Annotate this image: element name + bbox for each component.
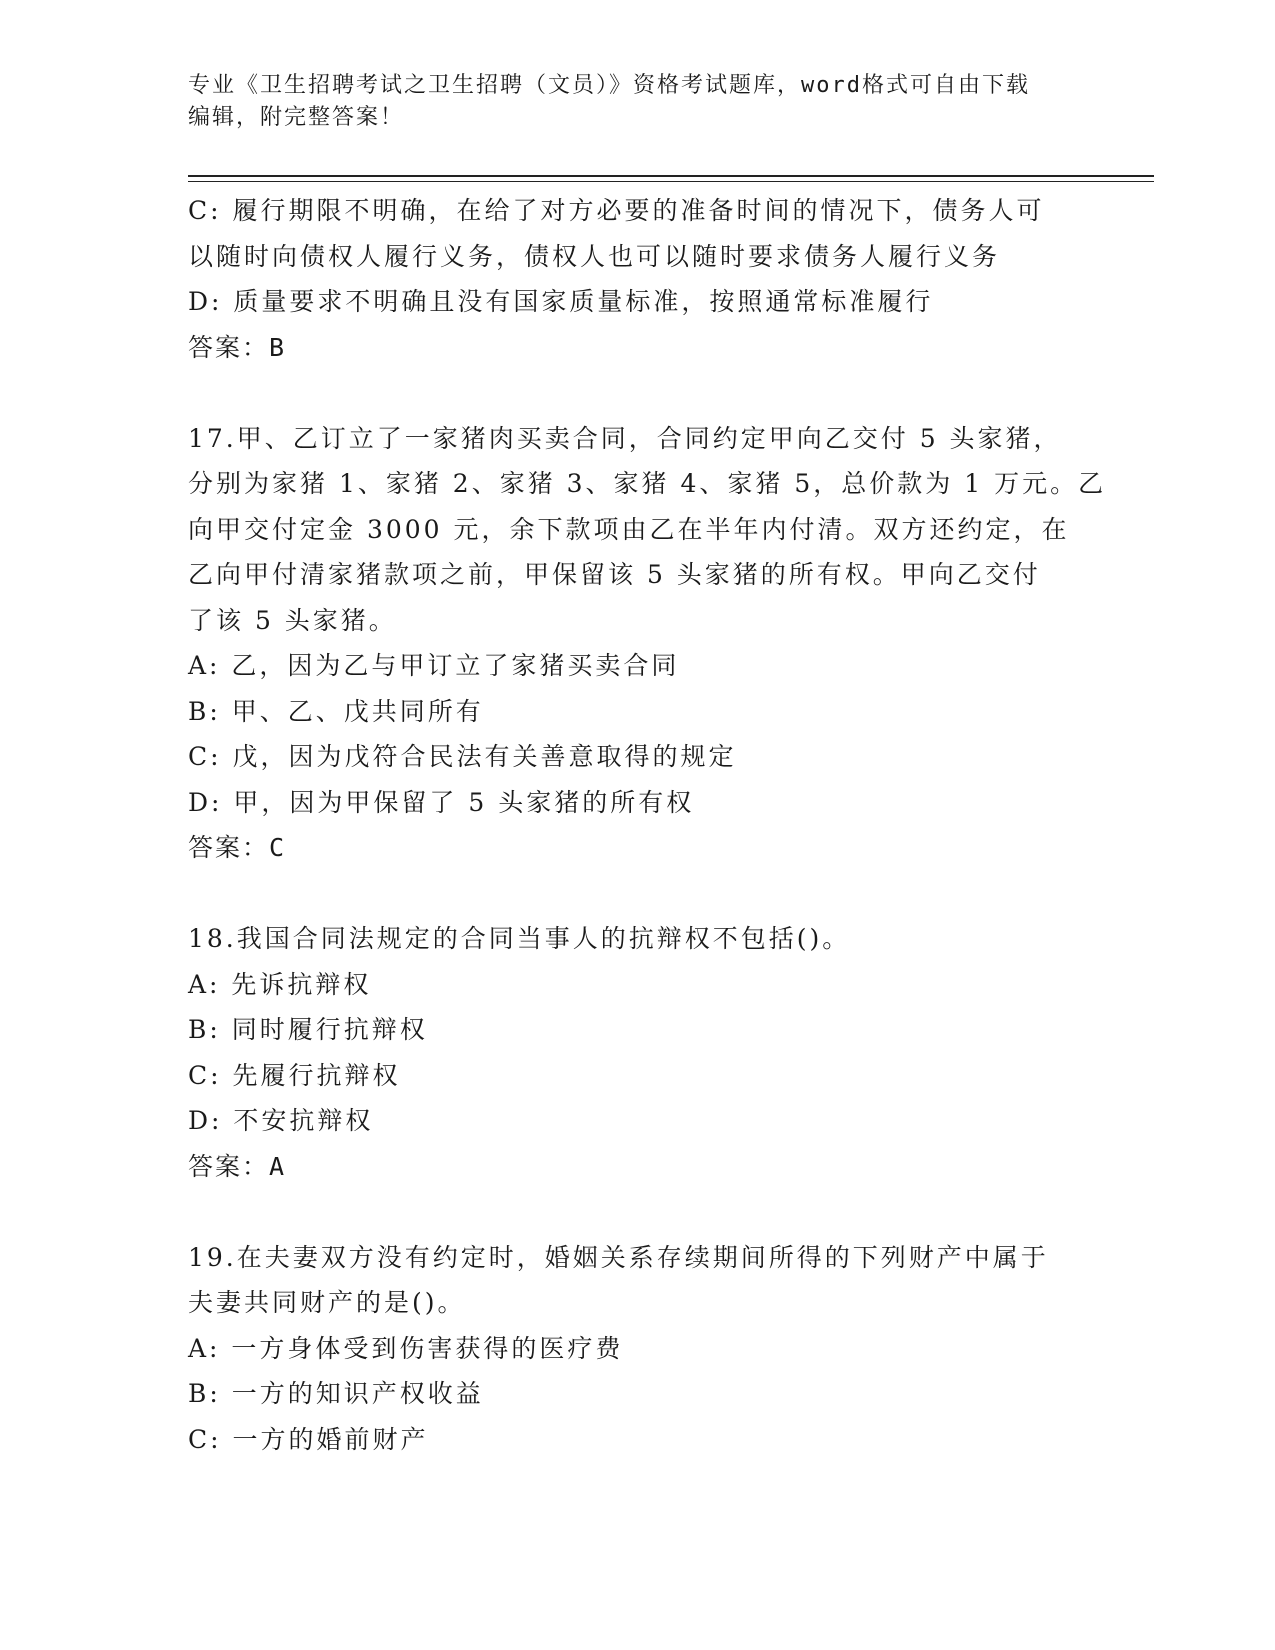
question-stem-line: 19.在夫妻双方没有约定时，婚姻关系存续期间所得的下列财产中属于 [188, 1242, 1049, 1272]
spacer [188, 1189, 1088, 1235]
option-c: C: 先履行抗辩权 [188, 1060, 401, 1090]
question-16-tail [188, 188, 1088, 370]
spacer [188, 871, 1088, 917]
option-a: A: 先诉抗辩权 [188, 969, 372, 999]
header-divider-thin [188, 181, 1154, 182]
answer-16: 答案：B [188, 332, 287, 362]
question-19 [188, 1235, 1088, 1463]
option-b: B: 同时履行抗辩权 [188, 1015, 428, 1044]
option-d: D: 质量要求不明确且没有国家质量标准，按照通常标准履行 [188, 287, 934, 316]
spacer [188, 370, 1088, 416]
header-line-1: 专业《卫生招聘考试之卫生招聘（文员）》资格考试题库，word格式可自由下载 [188, 73, 1030, 98]
option-d: D: 不安抗辩权 [188, 1106, 374, 1135]
answer-17: 答案：C [188, 833, 287, 862]
question-stem-line: 了该 5 头家猪。 [188, 605, 397, 635]
question-17 [188, 416, 1107, 871]
option-a: A: 乙，因为乙与甲订立了家猪买卖合同 [188, 651, 680, 680]
question-stem-line: 夫妻共同财产的是()。 [188, 1288, 466, 1317]
option-c: C: 戊，因为戊符合民法有关善意取得的规定 [188, 742, 737, 771]
question-stem-line: 18.我国合同法规定的合同当事人的抗辩权不包括()。 [188, 924, 851, 953]
document-header [188, 70, 1088, 134]
question-stem-line: 分别为家猪 1、家猪 2、家猪 3、家猪 4、家猪 5，总价款为 1 万元。乙 [188, 469, 1107, 498]
question-18 [188, 916, 1088, 1189]
document-body [188, 188, 1107, 1462]
option-a: A: 一方身体受到伤害获得的医疗费 [188, 1333, 624, 1363]
option-c: C: 一方的婚前财产 [188, 1424, 429, 1454]
option-d: D: 甲，因为甲保留了 5 头家猪的所有权 [188, 787, 695, 817]
question-stem-line: 乙向甲付清家猪款项之前，甲保留该 5 头家猪的所有权。甲向乙交付 [188, 560, 1041, 589]
option-b: B: 一方的知识产权收益 [188, 1379, 484, 1408]
question-stem-line: 17.甲、乙订立了一家猪肉买卖合同，合同约定甲向乙交付 5 头家猪， [188, 423, 1062, 453]
header-line-2: 编辑，附完整答案！ [188, 105, 405, 130]
answer-18: 答案：A [188, 1151, 287, 1181]
header-divider-thick [188, 175, 1154, 177]
question-stem-line: 向甲交付定金 3000 元，余下款项由乙在半年内付清。双方还约定，在 [188, 514, 1070, 544]
option-b: B: 甲、乙、戊共同所有 [188, 696, 484, 726]
option-c-line-2: 以随时向债权人履行义务，债权人也可以随时要求债务人履行义务 [188, 241, 1001, 271]
option-c-line-1: C: 履行期限不明确，在给了对方必要的准备时间的情况下，债务人可 [188, 196, 1045, 225]
